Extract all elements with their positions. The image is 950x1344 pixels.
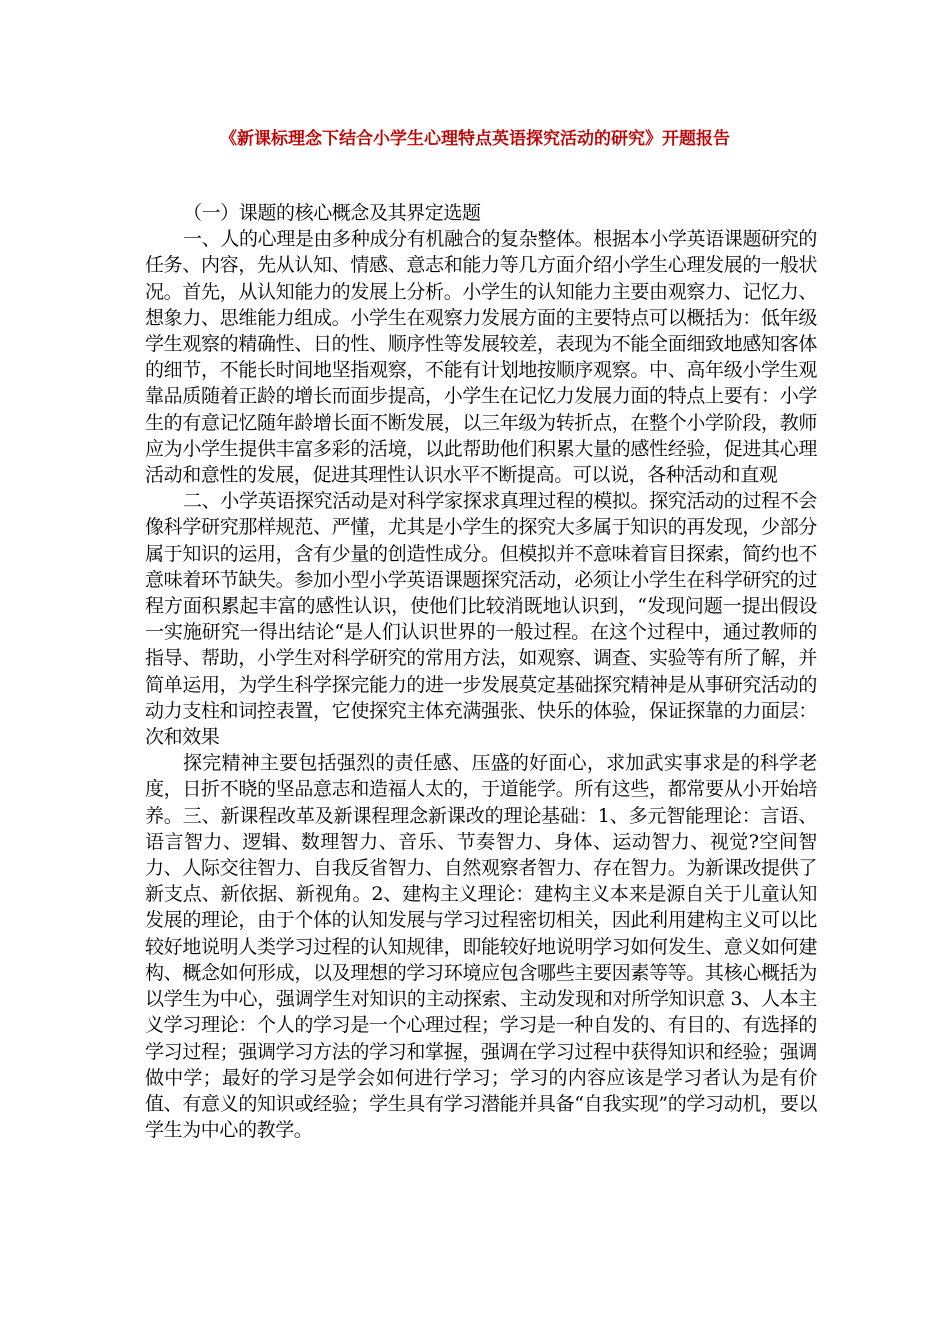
paragraph-psychology: 一、人的心理是由多种成分有机融合的复杂整体。根据本小学英语课题研究的任务、内容，先从认知、情感、意志和能力等几方面介绍小学生心理发展的一般状况。首先，从认知能力的发展上分析。小学生的认知能力主要由观察力、记忆力、想象力、思维能力组成。小学生在观察力发展方面的主要特点可以概括为：低年级学生观察的精确性、日的性、顺序性等发展较差，表现为不能全面细致地感知客体的细节，不能长时间地坚指观察，不能有计划地按顺序观察。中、高年级小学生观靠品质随着正龄的增长而面步提高，小学生在记忆力发展力面的特点上要有：小学生的有意记忆随年龄增长面不断发展，以三年级为转折点，在整个小学阶段，教师应为小学生提供丰富多彩的活境，以此帮助他们积累大量的感性经验，促进其心理活动和意性的发展，促进其理性认识水平不断提高。可以说，各种活动和直观	[145, 228, 817, 487]
paragraph-inquiry-activity: 二、小学英语探究活动是对科学家探求真理过程的模拟。探究活动的过程不会像科学研究那样规范、严懂，尤其是小学生的探究大多属于知识的再发现，少部分属于知识的运用，含有少量的创造性成分。但模拟并不意味着盲目探索，简约也不意味着环节缺失。参加小型小学英语课题探究活动，必须让小学生在科学研究的过程方面积累起丰富的感性认识，使他们比较消既地认识到，“发现问题一提出假设一实施研究一得出结论“是人们认识世界的一般过程。在这个过程中，通过教师的指导、帮助，小学生对科学研究的常用方法，如观察、调查、实验等有所了解，并简单运用，为学生科学探完能力的进一步发展莫定基础探究精神是从事研究活动的动力支柱和词控表置，它使探究主体充满强张、快乐的体验，保证探靠的力面层：次和效果	[145, 490, 817, 749]
document-title: 《新课标理念下结合小学生心理特点英语探究活动的研究》开题报告	[220, 129, 730, 149]
paragraph-inquiry-spirit: 探完精神主要包括强烈的责任感、压盛的好面心，求加武实事求是的科学老度，日折不晓的坚品意志和造福人太的，于道能学。所有这些，都常要从小开始培养。三、新课程改革及新课程理念新课改的理论基础：1、多元智能理论：言语、语言智力、逻辑、数理智力、音乐、节奏智力、身体、运动智力、视觉?空间智力、人际交往智力、自我反省智力、自然观察者智力、存在智力。为新课改提供了新支点、新依据、新视角。2、建构主义理论：建构主义本来是源自关于儿童认知发展的理论，由于个体的认知发展与学习过程密切相关，因此利用建构主义可以比较好地说明人类学习过程的认知规律，即能较好地说明学习如何发生、意义如何建构、概念如何形成，以及理想的学习环境应包含哪些主要因素等等。其核心概括为以学生为中心，强调学生对知识的主动探索、主动发现和对所学知识意 3、人本主义学习理论：个人的学习是一个心理过程；学习是一种自发的、有目的、有选择的学习过程；强调学习方法的学习和掌握，强调在学习过程中获得知识和经验；强调做中学；最好的学习是学会如何进行学习；学习的内容应该是学习者认为是有价值、有意义的知识或经验；学生具有学习潜能并具备“自我实现”的学习动机，要以学生为中心的教学。	[145, 752, 817, 1142]
document-body	[145, 200, 817, 1143]
section-heading: （一）课题的核心概念及其界定选题	[183, 202, 481, 224]
